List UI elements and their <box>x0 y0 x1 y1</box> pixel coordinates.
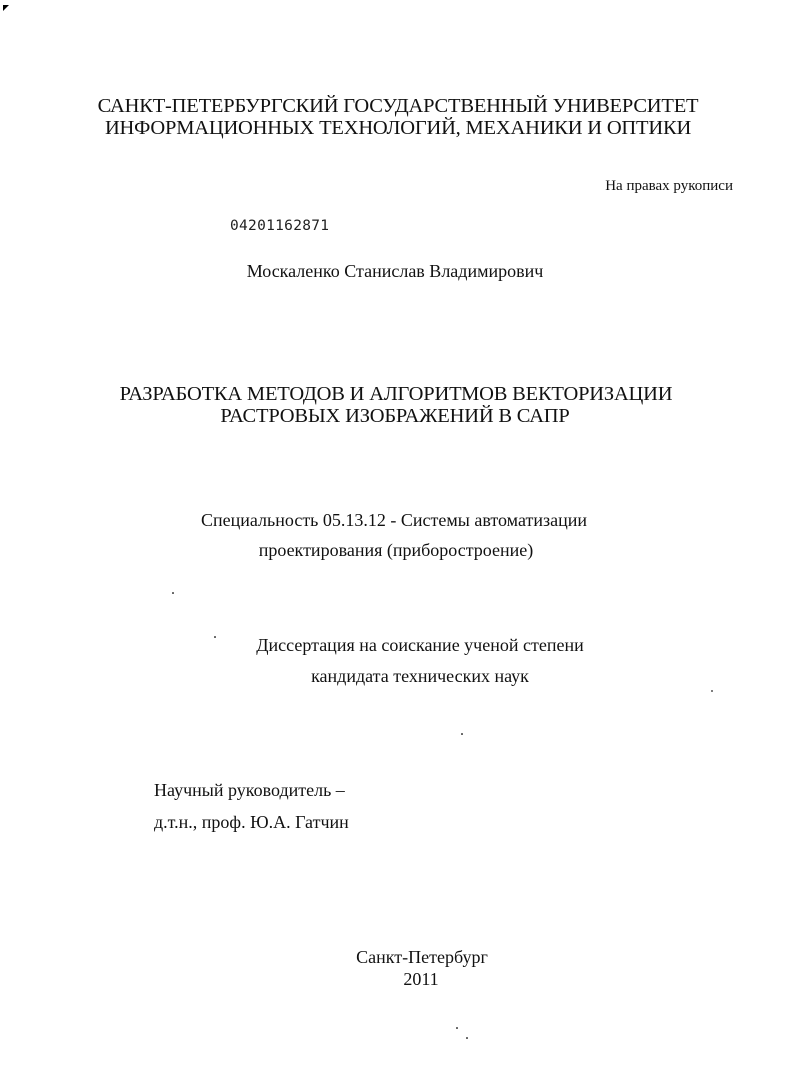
thesis-title-line1: РАЗРАБОТКА МЕТОДОВ И АЛГОРИТМОВ ВЕКТОРИЗАЦИИ <box>119 383 673 405</box>
registration-number: 04201162871 <box>230 218 330 234</box>
scan-speck <box>172 592 174 594</box>
scan-speck <box>456 1027 458 1029</box>
scan-speck <box>711 690 713 692</box>
scan-speck <box>214 636 216 638</box>
scan-speck <box>461 733 463 735</box>
supervisor-label: Научный руководитель – <box>154 780 345 800</box>
rights-note: На правах рукописи <box>605 178 733 194</box>
university-name-line1: САНКТ-ПЕТЕРБУРГСКИЙ ГОСУДАРСТВЕННЫЙ УНИВЕРСИТЕТ <box>97 95 699 117</box>
thesis-title-line2: РАСТРОВЫХ ИЗОБРАЖЕНИЙ В САПР <box>220 405 570 427</box>
scan-speck <box>466 1037 468 1039</box>
university-name-line2: ИНФОРМАЦИОННЫХ ТЕХНОЛОГИЙ, МЕХАНИКИ И ОПТИКИ <box>104 117 692 139</box>
degree-line2: кандидата технических наук <box>311 666 529 686</box>
specialty-line2: проектирования (приборостроение) <box>258 540 534 560</box>
degree-line1: Диссертация на соискание ученой степени <box>256 635 584 655</box>
city: Санкт-Петербург <box>356 947 488 967</box>
supervisor-name: д.т.н., проф. Ю.А. Гатчин <box>154 812 349 832</box>
author-name: Москаленко Станислав Владимирович <box>246 261 544 281</box>
specialty-line1: Специальность 05.13.12 - Системы автоматизации <box>201 510 587 530</box>
year: 2011 <box>403 969 439 989</box>
scan-corner-mark <box>3 5 9 11</box>
